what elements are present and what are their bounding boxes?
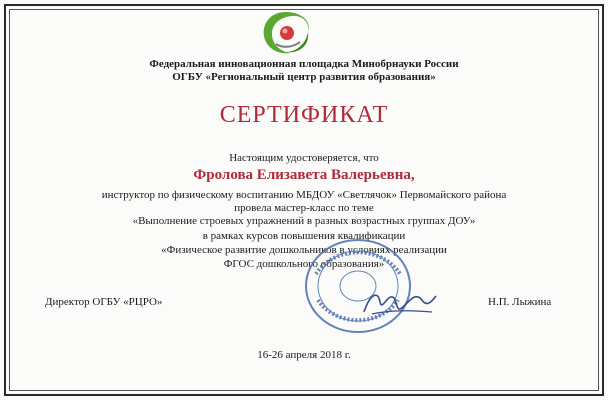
intro-text: Настоящим удостоверяется, что	[229, 152, 379, 164]
header-line-1: Федеральная инновационная площадка Минобрнауки России	[149, 58, 459, 70]
action-text: провела мастер-класс по теме	[234, 202, 374, 214]
header-line-2: ОГБУ «Региональный центр развития образования»	[172, 71, 436, 83]
topic-text: «Выполнение строевых упражнений в разных возрастных группах ДОУ»	[132, 215, 476, 227]
recipient-name: Фролова Елизавета Валерьевна,	[193, 167, 415, 183]
director-title: Директор ОГБУ «РЦРО»	[45, 296, 163, 308]
course-line-1: «Физическое развитие дошкольников в условиях реализации	[161, 244, 447, 256]
context-text: в рамках курсов повышения квалификации	[202, 230, 406, 242]
certificate-date: 16-26 апреля 2018 г.	[257, 349, 351, 361]
regional-center-logo-icon	[258, 8, 314, 58]
course-line-2: ФГОС дошкольного образования»	[223, 258, 385, 270]
signer-name: Н.П. Лыжина	[488, 296, 552, 308]
handwritten-signature-icon	[360, 284, 440, 320]
certificate-title: СЕРТИФИКАТ	[219, 102, 389, 128]
recipient-position: инструктор по физическому воспитанию МБДОУ «Светлячок» Первомайского района	[101, 189, 507, 201]
